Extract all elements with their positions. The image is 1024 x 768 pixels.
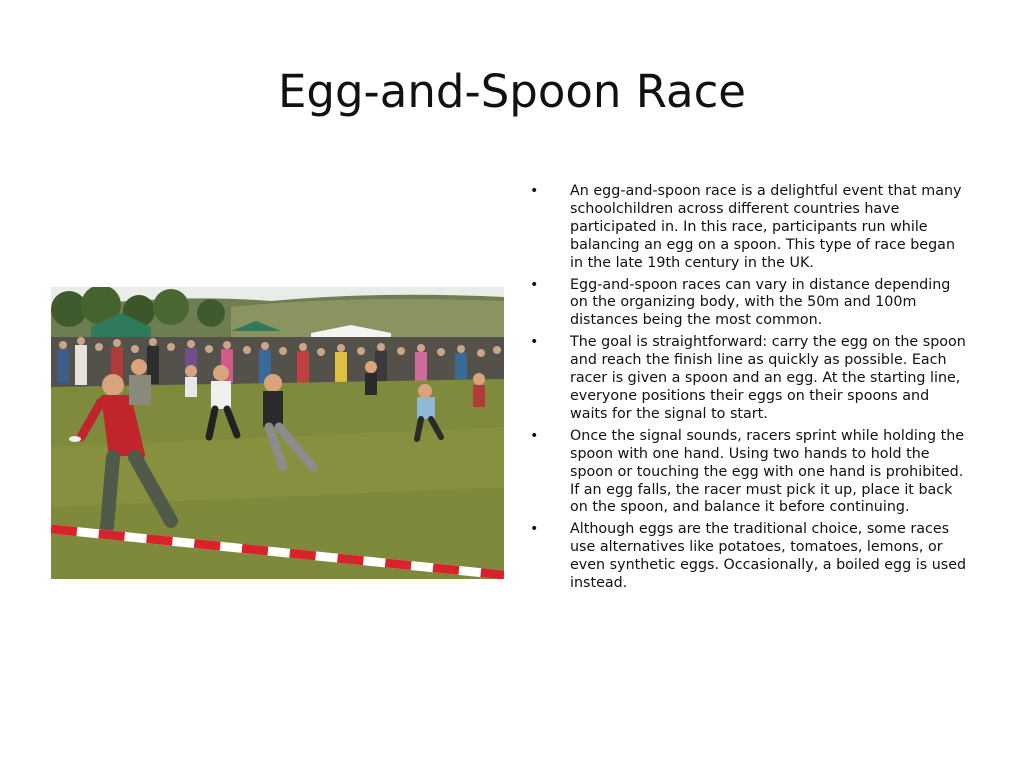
bullet-marker: • bbox=[530, 334, 539, 351]
race-photo-illustration bbox=[51, 287, 504, 579]
bullet-text: Once the signal sounds, racers sprint while holding the spoon with one hand. Using two hands to hold the spoon or touching the egg with one hand is prohibited. If an egg falls, the racer must pick it up, place it back on the spoon, and balance it before continuing. bbox=[570, 427, 965, 516]
bullet-marker: • bbox=[530, 427, 539, 444]
bullet-marker: • bbox=[530, 183, 539, 199]
bullet-item bbox=[530, 334, 970, 424]
bullet-text: The goal is straightforward: carry the egg on the spoon and reach the finish line as quickly as possible. Each racer is given a spoon and an egg. At the starting line, everyone positions their eggs on their spoons and waits for the signal to start. bbox=[570, 334, 966, 422]
bullet-list bbox=[530, 183, 970, 597]
bullet-text: An egg-and-spoon race is a delightful event that many schoolchildren across different countries have participated in. In this race, participants run while balancing an egg on a spoon. This type of race began in the late 19th century in the UK. bbox=[570, 183, 962, 271]
bullet-marker: • bbox=[530, 521, 539, 538]
race-photo bbox=[51, 287, 504, 579]
slide-title: Egg-and-Spoon Race bbox=[278, 65, 746, 119]
bullet-marker: • bbox=[530, 276, 539, 293]
bullet-item bbox=[530, 521, 970, 593]
bullet-item bbox=[530, 277, 970, 331]
bullet-item bbox=[530, 183, 970, 273]
bullet-item bbox=[530, 428, 970, 518]
bullet-text: Egg-and-spoon races can vary in distance depending on the organizing body, with the 50m and 100m distances being the most common. bbox=[570, 276, 951, 329]
bullet-text: Although eggs are the traditional choice, some races use alternatives like potatoes, tomatoes, lemons, or even synthetic eggs. Occasionally, a boiled egg is used instead. bbox=[570, 521, 967, 592]
